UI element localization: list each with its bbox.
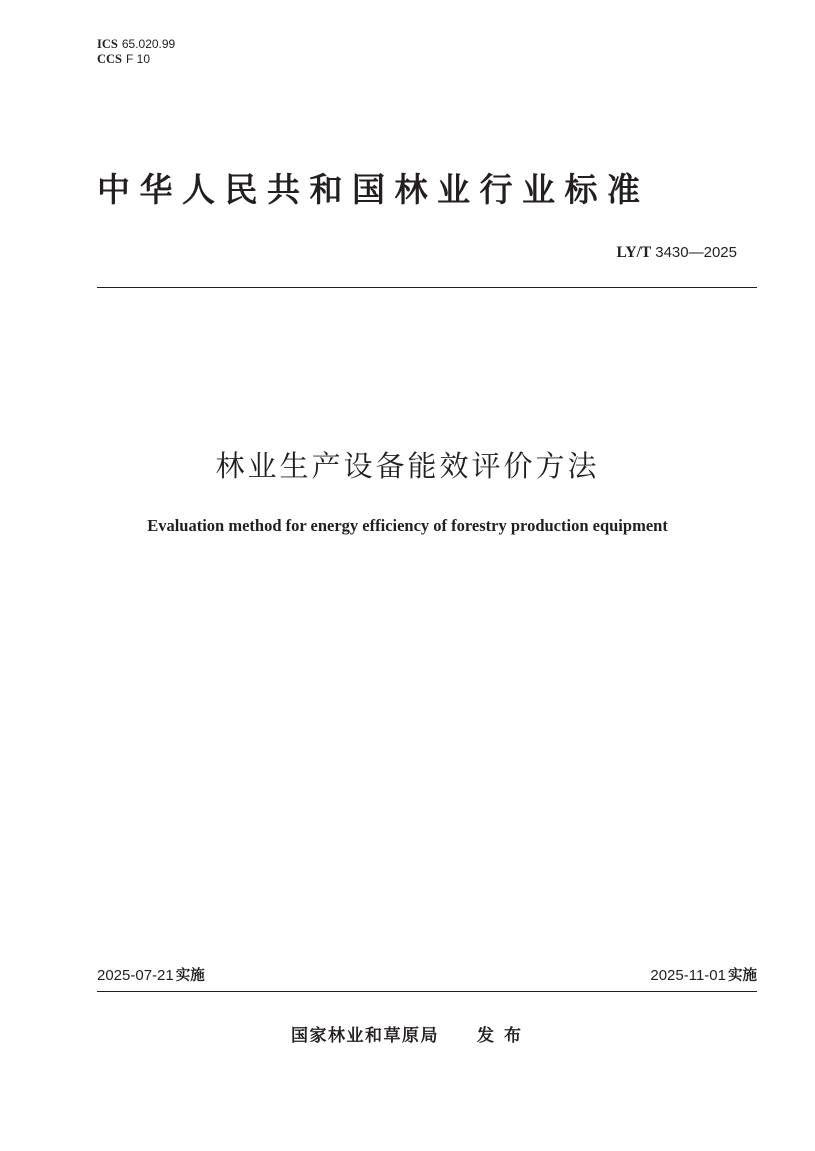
standard-code-prefix: LY/T (616, 244, 652, 261)
effective-date-label: 实施 (728, 968, 757, 984)
issue-date: 2025-07-21 (97, 967, 174, 984)
ics-line (97, 37, 175, 52)
standard-category-title: 中华人民共和国林业行业标准 (97, 170, 650, 209)
header-divider (97, 287, 757, 288)
effective-date-block (650, 965, 757, 986)
standard-code-number: 3430—2025 (655, 244, 737, 261)
classification-block (97, 37, 175, 67)
ics-value: 65.020.99 (121, 37, 176, 51)
issuer-action: 发布 (477, 1026, 531, 1046)
document-title-cn: 林业生产设备能效评价方法 (215, 449, 600, 483)
effective-date: 2025-11-01 (650, 967, 726, 984)
ccs-line (97, 52, 175, 67)
ics-label: ICS (97, 37, 118, 51)
issue-date-block (97, 965, 205, 986)
footer-divider (97, 991, 757, 992)
ccs-value: F 10 (126, 52, 151, 66)
ccs-label: CCS (97, 52, 123, 66)
document-title-en-wrap (0, 515, 815, 537)
issuer-name: 国家林业和草原局 (291, 1026, 439, 1046)
document-title-en: Evaluation method for energy efficiency of forestry production equipment (147, 516, 668, 535)
issue-date-label: 实施 (175, 968, 205, 984)
issuer-block (291, 1024, 531, 1048)
standard-number (616, 242, 737, 263)
